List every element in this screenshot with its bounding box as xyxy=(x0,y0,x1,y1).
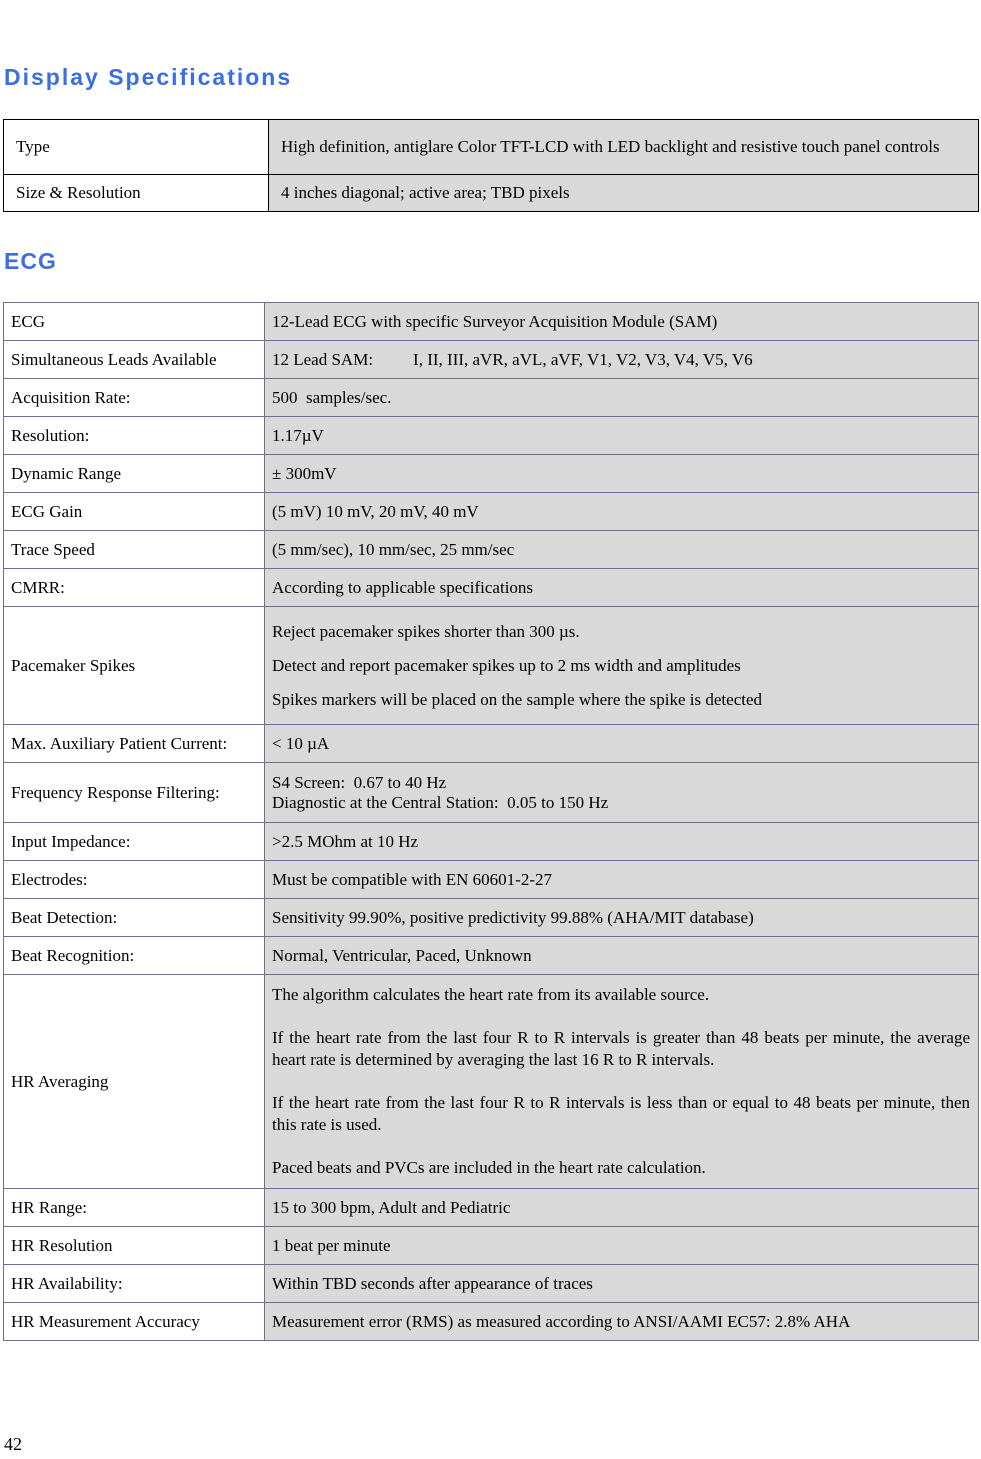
table-row xyxy=(4,899,979,937)
spec-label: Simultaneous Leads Available xyxy=(4,341,265,379)
spec-value: 1 beat per minute xyxy=(265,1227,979,1265)
spec-value xyxy=(265,341,979,379)
spec-value: (5 mm/sec), 10 mm/sec, 25 mm/sec xyxy=(265,531,979,569)
hr-averaging-paragraph: The algorithm calculates the heart rate from its available source. xyxy=(272,985,710,1004)
spec-value: According to applicable specifications xyxy=(265,569,979,607)
spec-value: 12-Lead ECG with specific Surveyor Acquisition Module (SAM) xyxy=(265,303,979,341)
pacemaker-line: Spikes markers will be placed on the sample where the spike is detected xyxy=(272,689,763,709)
spec-value: Within TBD seconds after appearance of traces xyxy=(265,1265,979,1303)
table-row xyxy=(4,120,979,175)
spec-label: HR Availability: xyxy=(4,1265,265,1303)
frequency-line: Diagnostic at the Central Station: 0.05 to 150 Hz xyxy=(272,792,609,812)
spec-value: Sensitivity 99.90%, positive predictivity 99.88% (AHA/MIT database) xyxy=(265,899,979,937)
frequency-line: S4 Screen: 0.67 to 40 Hz xyxy=(272,772,447,792)
display-specifications-table xyxy=(3,119,979,212)
pacemaker-line: Reject pacemaker spikes shorter than 300 µs. xyxy=(272,621,580,641)
table-row xyxy=(4,823,979,861)
spec-value xyxy=(265,607,979,725)
spec-value: 1.17µV xyxy=(265,417,979,455)
spec-value: 500 samples/sec. xyxy=(265,379,979,417)
spec-label: Pacemaker Spikes xyxy=(4,607,265,725)
hr-averaging-paragraph: Paced beats and PVCs are included in the heart rate calculation. xyxy=(272,1158,706,1177)
spec-label: HR Measurement Accuracy xyxy=(4,1303,265,1341)
spec-value: 15 to 300 bpm, Adult and Pediatric xyxy=(265,1189,979,1227)
table-row xyxy=(4,493,979,531)
table-row xyxy=(4,607,979,725)
table-row xyxy=(4,725,979,763)
table-row xyxy=(4,763,979,823)
spec-value: (5 mV) 10 mV, 20 mV, 40 mV xyxy=(265,493,979,531)
pacemaker-line: Detect and report pacemaker spikes up to 2 ms width and amplitudes xyxy=(272,655,741,675)
hr-averaging-paragraph: If the heart rate from the last four R to R intervals is less than or equal to 48 beats per minute, then this rate is used. xyxy=(272,1093,970,1134)
spec-label: Type xyxy=(4,120,269,175)
spec-label: HR Averaging xyxy=(4,975,265,1189)
spec-label: HR Resolution xyxy=(4,1227,265,1265)
spec-value: >2.5 MOhm at 10 Hz xyxy=(265,823,979,861)
spec-label: Trace Speed xyxy=(4,531,265,569)
spec-label: Size & Resolution xyxy=(4,175,269,212)
table-row xyxy=(4,975,979,1189)
table-row xyxy=(4,531,979,569)
spec-value: High definition, antiglare Color TFT-LCD with LED backlight and resistive touch panel controls xyxy=(269,120,979,175)
spec-label: Acquisition Rate: xyxy=(4,379,265,417)
spec-value: Normal, Ventricular, Paced, Unknown xyxy=(265,937,979,975)
display-specifications-heading: Display Specifications xyxy=(4,64,293,90)
table-row xyxy=(4,569,979,607)
table-row xyxy=(4,1265,979,1303)
page-number: 42 xyxy=(4,1434,22,1454)
spec-label: Dynamic Range xyxy=(4,455,265,493)
spec-value: 4 inches diagonal; active area; TBD pixels xyxy=(269,175,979,212)
leads-list: I, II, III, aVR, aVL, aVF, V1, V2, V3, V4, V5, V6 xyxy=(413,349,753,369)
hr-averaging-paragraph: If the heart rate from the last four R to R intervals is greater than 48 beats per minute, the average heart rate is determined by averaging the last 16 R to R intervals. xyxy=(272,1028,970,1069)
table-row xyxy=(4,1303,979,1341)
spec-value xyxy=(265,975,979,1189)
table-row xyxy=(4,341,979,379)
spec-label: ECG Gain xyxy=(4,493,265,531)
ecg-heading: ECG xyxy=(4,248,57,274)
spec-label: Input Impedance: xyxy=(4,823,265,861)
spec-label: HR Range: xyxy=(4,1189,265,1227)
table-row xyxy=(4,303,979,341)
spec-label: Frequency Response Filtering: xyxy=(4,763,265,823)
spec-label: Beat Recognition: xyxy=(4,937,265,975)
table-row xyxy=(4,379,979,417)
spec-value: ± 300mV xyxy=(265,455,979,493)
spec-label: Beat Detection: xyxy=(4,899,265,937)
spec-value xyxy=(265,763,979,823)
spec-value: Measurement error (RMS) as measured according to ANSI/AAMI EC57: 2.8% AHA xyxy=(265,1303,979,1341)
spec-label: CMRR: xyxy=(4,569,265,607)
table-row xyxy=(4,1189,979,1227)
table-row xyxy=(4,455,979,493)
spec-label: Resolution: xyxy=(4,417,265,455)
table-row xyxy=(4,175,979,212)
leads-module: 12 Lead SAM: xyxy=(272,349,374,369)
table-row xyxy=(4,417,979,455)
spec-value: Must be compatible with EN 60601-2-27 xyxy=(265,861,979,899)
spec-label: ECG xyxy=(4,303,265,341)
table-row xyxy=(4,937,979,975)
ecg-specifications-table xyxy=(3,302,979,1341)
spec-value: < 10 µA xyxy=(265,725,979,763)
table-row xyxy=(4,861,979,899)
table-row xyxy=(4,1227,979,1265)
spec-label: Electrodes: xyxy=(4,861,265,899)
spec-label: Max. Auxiliary Patient Current: xyxy=(4,725,265,763)
